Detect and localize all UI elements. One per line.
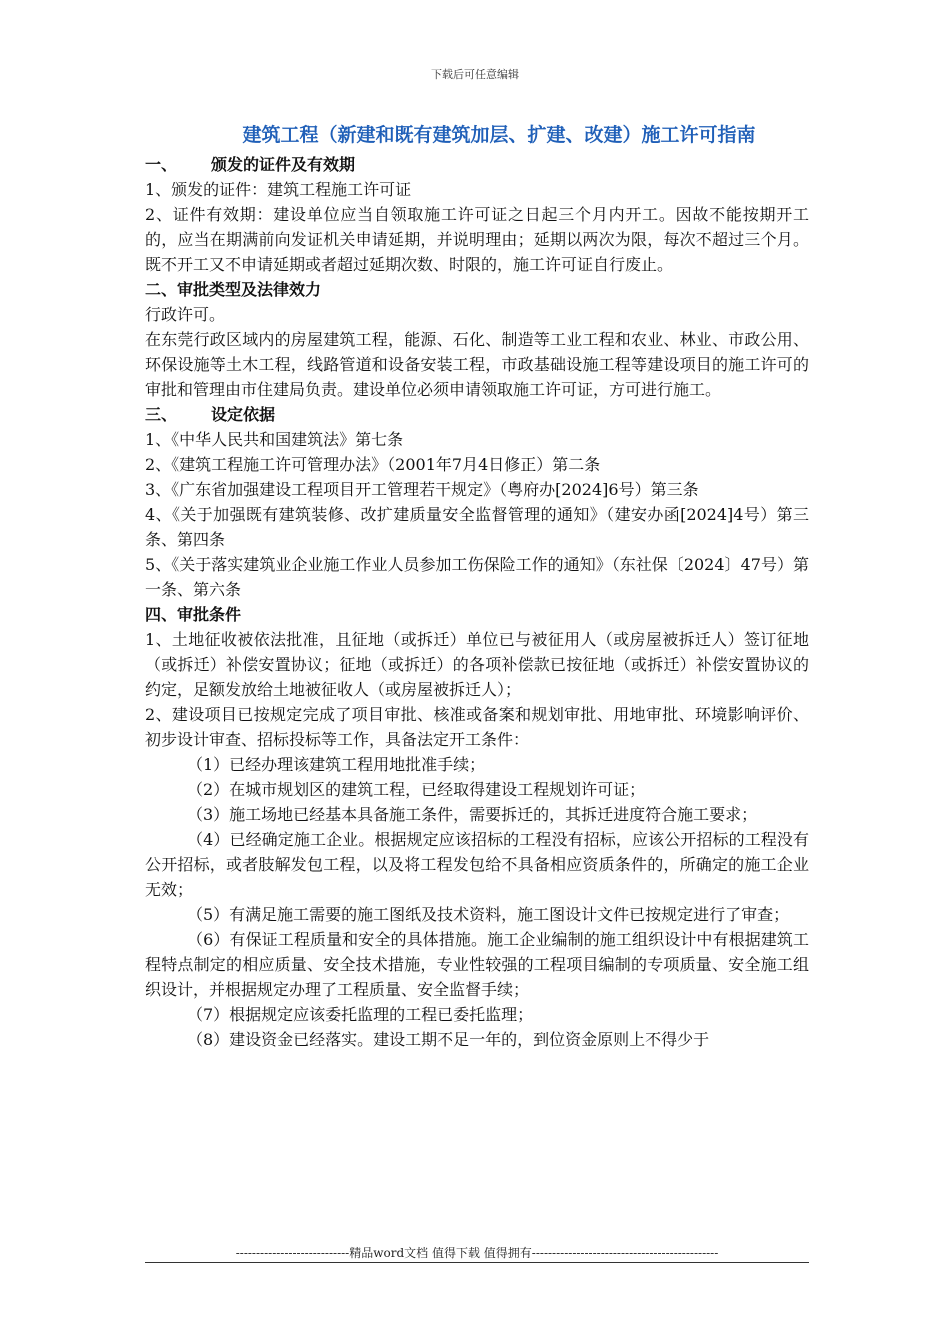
page-header-note: 下载后可任意编辑: [431, 68, 519, 81]
list-item: （4）已经确定施工企业。根据规定应该招标的工程没有招标，应该公开招标的工程没有公开招标，或者肢解发包工程，以及将工程发包给不具备相应资质条件的，所确定的施工企业无效；: [145, 830, 809, 899]
paragraph: 在东莞行政区域内的房屋建筑工程，能源、石化、制造等工业工程和农业、林业、市政公用、环保设施等土木工程，线路管道和设备安装工程，市政基础设施工程等建设项目的施工许可的审批和管理由市住建局负责。建设单位必须申请领取施工许可证，方可进行施工。: [145, 330, 809, 399]
list-item: 2、《建筑工程施工许可管理办法》（2001年7月4日修正）第二条: [145, 455, 601, 474]
section-number: 一、: [145, 155, 178, 174]
section-heading-3: [145, 402, 809, 427]
paragraph: 行政许可。: [145, 305, 226, 324]
list-item: （5）有满足施工需要的施工图纸及技术资料，施工图设计文件已按规定进行了审查；: [187, 905, 790, 924]
list-item: 4、《关于加强既有建筑装修、改扩建质量安全监督管理的通知》（建安办函[2024]4号）第三条、第四条: [145, 505, 809, 549]
paragraph: 1、土地征收被依法批准，且征地（或拆迁）单位已与被征用人（或房屋被拆迁人）签订征地（或拆迁）补偿安置协议；征地（或拆迁）的各项补偿款已按征地（或拆迁）补偿安置协议的约定，足额发放给土地被征收人（或房屋被拆迁人）；: [145, 630, 809, 699]
list-item: （8）建设资金已经落实。建设工期不足一年的，到位资金原则上不得少于: [187, 1030, 710, 1049]
list-item: 3、《广东省加强建设工程项目开工管理若干规定》（粤府办[2024]6号）第三条: [145, 480, 699, 499]
document-body: [145, 118, 809, 1052]
document-title: 建筑工程（新建和既有建筑加层、扩建、改建）施工许可指南: [242, 124, 756, 146]
list-item: （2）在城市规划区的建筑工程，已经取得建设工程规划许可证；: [187, 780, 646, 799]
paragraph: 1、颁发的证件：建筑工程施工许可证: [145, 180, 412, 199]
list-item: （6）有保证工程质量和安全的具体措施。施工企业编制的施工组织设计中有根据建筑工程特点制定的相应质量、安全技术措施，专业性较强的工程项目编制的专项质量、安全施工组织设计，并根据规定办理了工程质量、安全监督手续；: [145, 930, 809, 999]
footer-divider: [145, 1262, 809, 1263]
section-heading-2: 二、审批类型及法律效力: [145, 280, 322, 299]
list-item: 1、《中华人民共和国建筑法》第七条: [145, 430, 404, 449]
list-item: 5、《关于落实建筑业企业施工作业人员参加工伤保险工作的通知》（东社保〔2024〕47号）第一条、第六条: [145, 555, 809, 599]
page-footer-note: ----------------------------精品word文档 值得下载 值得拥有----------------------------------------------: [235, 1246, 719, 1260]
paragraph: 2、证件有效期：建设单位应当自领取施工许可证之日起三个月内开工。因故不能按期开工的，应当在期满前向发证机关申请延期，并说明理由；延期以两次为限，每次不超过三个月。既不开工又不申请延期或者超过延期次数、时限的，施工许可证自行废止。: [145, 205, 809, 274]
section-heading-1: [145, 152, 809, 177]
section-title: 颁发的证件及有效期: [211, 155, 356, 174]
paragraph: 2、建设项目已按规定完成了项目审批、核准或备案和规划审批、用地审批、环境影响评价、初步设计审查、招标投标等工作，具备法定开工条件：: [145, 705, 809, 749]
section-title: 设定依据: [211, 405, 276, 424]
section-number: 三、: [145, 405, 178, 424]
section-heading-4: 四、审批条件: [145, 605, 242, 624]
list-item: （1）已经办理该建筑工程用地批准手续；: [187, 755, 486, 774]
list-item: （7）根据规定应该委托监理的工程已委托监理；: [187, 1005, 534, 1024]
list-item: （3）施工场地已经基本具备施工条件，需要拆迁的，其拆迁进度符合施工要求；: [187, 805, 758, 824]
